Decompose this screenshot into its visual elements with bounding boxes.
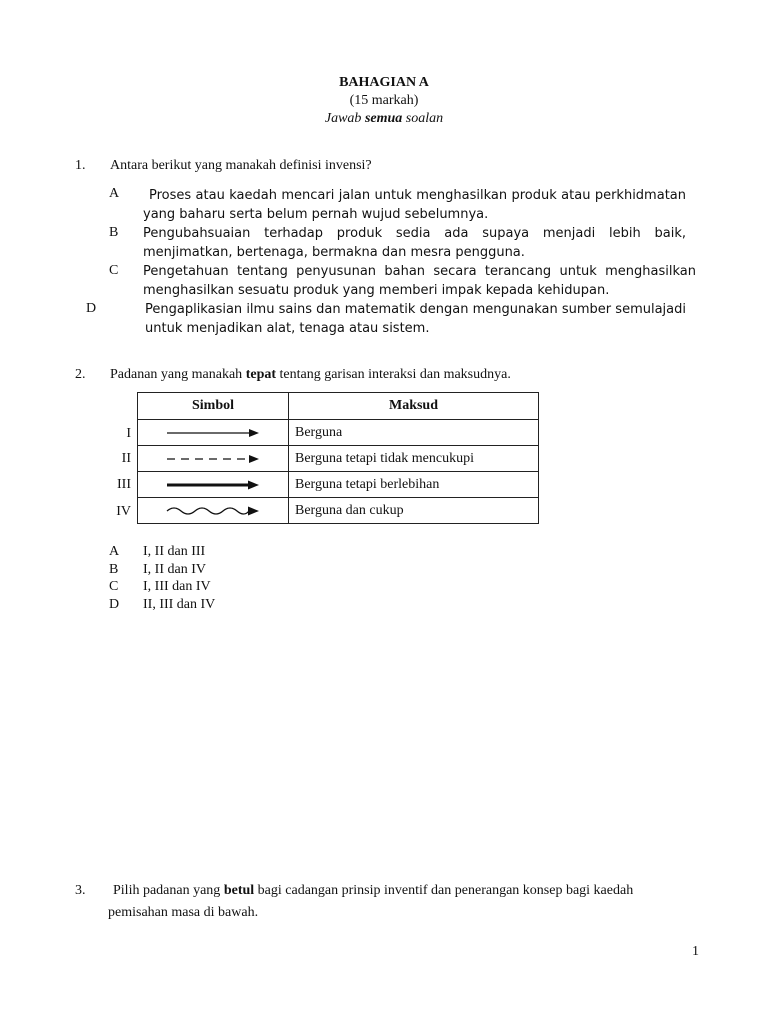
header-maksud: Maksud (289, 393, 539, 420)
q2-number: 2. (75, 367, 86, 382)
q1-option-b-letter: B (109, 225, 119, 240)
table-row (138, 420, 539, 446)
header-simbol: Simbol (138, 393, 289, 420)
q2-option-b-letter: B (109, 562, 119, 577)
wavy-arrow-icon (163, 503, 263, 519)
q3-number: 3. (75, 883, 86, 898)
instructions: Jawab semua soalan (324, 111, 444, 126)
symbol-table (137, 392, 539, 524)
table-row (138, 446, 539, 472)
q1-number: 1. (75, 158, 86, 173)
q2-option-c-letter: C (109, 579, 119, 594)
section-title: BAHAGIAN A (339, 75, 429, 90)
meaning-cell: Berguna tetapi berlebihan (289, 472, 539, 498)
thick-arrow-icon (163, 478, 263, 492)
symbol-cell (138, 420, 289, 446)
marks-label: (15 markah) (349, 93, 419, 108)
q2-stem: Padanan yang manakah tepat tentang garisan interaksi dan maksudnya. (110, 367, 511, 382)
q2-option-b-text: I, II dan IV (143, 562, 206, 577)
symbol-cell (138, 498, 289, 524)
q1-option-c-text: Pengetahuan tentang penyusunan bahan secara terancang untuk menghasilkan menghasilkan sesuatu produk yang memberi impak kepada kehidupan. (143, 264, 696, 298)
q1-stem: Antara berikut yang manakah definisi invensi? (110, 158, 372, 173)
q2-option-d-letter: D (109, 597, 120, 612)
symbol-cell (138, 446, 289, 472)
meaning-cell: Berguna tetapi tidak mencukupi (289, 446, 539, 472)
q2-option-c-text: I, III dan IV (143, 579, 211, 594)
q1-option-a-text: Proses atau kaedah mencari jalan untuk menghasilkan produk atau perkhidmatan yang baharu serta belum pernah wujud sebelumnya. (143, 188, 686, 222)
q3-stem-line2: pemisahan masa di bawah. (108, 905, 259, 920)
q2-option-a-text: I, II dan III (143, 544, 206, 559)
q2-option-d-text: II, III dan IV (143, 597, 216, 612)
dashed-arrow-icon (163, 452, 263, 466)
meaning-cell: Berguna dan cukup (289, 498, 539, 524)
table-row (138, 498, 539, 524)
q1-option-a-letter: A (109, 186, 120, 201)
q1-option-c-letter: C (109, 263, 119, 278)
solid-arrow-icon (163, 426, 263, 440)
row-label-ii: II (121, 451, 131, 466)
q1-option-b-text: Pengubahsuaian terhadap produk sedia ada supaya menjadi lebih baik, menjimatkan, bertenaga, bermakna dan mesra pengguna. (143, 226, 686, 260)
page-number: 1 (692, 944, 699, 959)
symbol-cell (138, 472, 289, 498)
q3-stem: Pilih padanan yang betul bagi cadangan prinsip inventif dan penerangan konsep bagi kaedah (113, 883, 634, 898)
row-label-i: I (126, 426, 131, 441)
row-label-iv: IV (116, 504, 131, 519)
table-row (138, 472, 539, 498)
q1-option-d-text: Pengaplikasian ilmu sains dan matematik dengan mengunakan sumber semulajadi untuk menjadikan alat, tenaga atau sistem. (145, 302, 686, 336)
q1-option-d-letter: D (86, 301, 97, 316)
meaning-cell: Berguna (289, 420, 539, 446)
row-label-iii: III (117, 477, 131, 492)
q2-option-a-letter: A (109, 544, 120, 559)
table-header-row (138, 393, 539, 420)
